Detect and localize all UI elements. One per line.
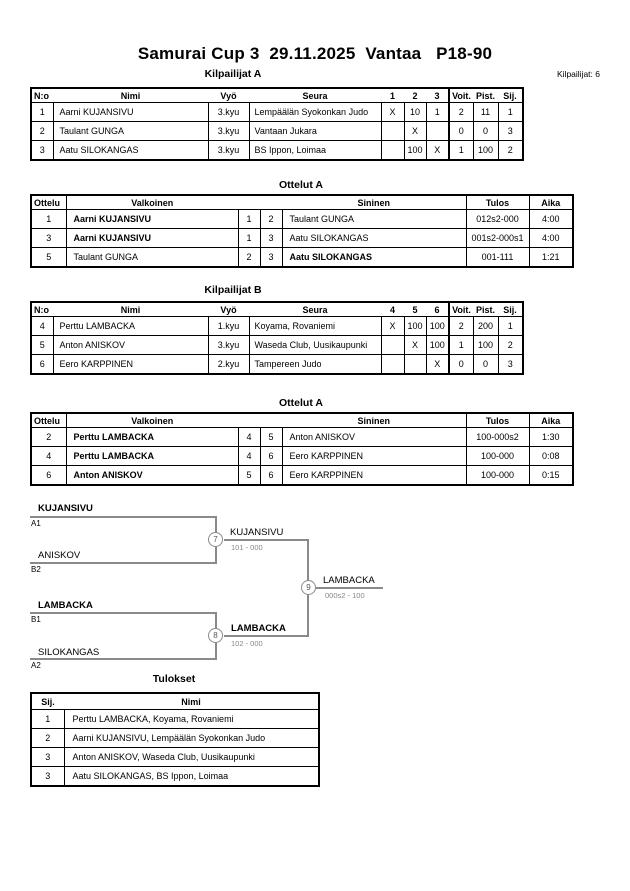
- cell-score-5: [404, 355, 426, 375]
- cell-place: 1: [31, 710, 64, 729]
- cell-white-name: Taulant GUNGA: [66, 248, 238, 268]
- matches-b-table: [30, 412, 574, 486]
- cell-blue-name: Aatu SILOKANGAS: [282, 229, 466, 248]
- col-header-blue: Sininen: [282, 413, 466, 428]
- match-row: [31, 447, 573, 466]
- pool-row: [31, 141, 523, 161]
- col-header-4: 4: [381, 302, 404, 317]
- cell-white-name: Anton ANISKOV: [66, 466, 238, 486]
- cell-wins: 0: [449, 122, 473, 141]
- cell-result: 001s2-000s1: [466, 229, 529, 248]
- cell-name: Aarni KUJANSIVU, Lempäälän Syokonkan Judo: [64, 729, 319, 748]
- col-header-result: Tulos: [466, 195, 529, 210]
- cell-blue-no: 6: [260, 447, 282, 466]
- cell-club: BS Ippon, Loimaa: [249, 141, 381, 161]
- cell-place: 1: [498, 103, 523, 122]
- result-row: [31, 748, 319, 767]
- bracket-line: [30, 562, 217, 564]
- bracket-slot-a2-name: SILOKANGAS: [38, 647, 100, 658]
- cell-blue-no: 5: [260, 428, 282, 447]
- col-header-white: Valkoinen: [66, 413, 238, 428]
- col-header-points: Pist.: [473, 88, 498, 103]
- results-title: Tulokset: [152, 673, 196, 685]
- cell-white-no: 5: [238, 466, 260, 486]
- cell-wins: 2: [449, 317, 473, 336]
- cell-score-1: X: [381, 103, 404, 122]
- col-header-6: 6: [426, 302, 449, 317]
- cell-score-6: X: [426, 355, 449, 375]
- result-row: [31, 729, 319, 748]
- cell-blue-name: Eero KARPPINEN: [282, 466, 466, 486]
- cell-points: 100: [473, 141, 498, 161]
- cell-white-name: Aarni KUJANSIVU: [66, 229, 238, 248]
- bracket-line: [224, 635, 309, 637]
- cell-blue-name: Taulant GUNGA: [282, 210, 466, 229]
- cell-score-2: 10: [404, 103, 426, 122]
- cell-name: Aatu SILOKANGAS: [53, 141, 208, 161]
- cell-club: Vantaan Jukara: [249, 122, 381, 141]
- cell-score-4: X: [381, 317, 404, 336]
- cell-white-no: 4: [238, 447, 260, 466]
- cell-result: 100-000: [466, 447, 529, 466]
- cell-club: Lempäälän Syokonkan Judo: [249, 103, 381, 122]
- bracket-line: [316, 587, 383, 589]
- cell-no: 6: [31, 355, 53, 375]
- match-9-score: 000s2 - 100: [325, 591, 365, 600]
- match-row: [31, 210, 573, 229]
- col-header-no: N:o: [31, 88, 53, 103]
- match-row: [31, 229, 573, 248]
- cell-place: 3: [498, 355, 523, 375]
- cell-match-no: 2: [31, 428, 66, 447]
- col-header-place: Sij.: [498, 88, 523, 103]
- cell-points: 200: [473, 317, 498, 336]
- col-header-club: Seura: [249, 302, 381, 317]
- col-header-points: Pist.: [473, 302, 498, 317]
- col-header-time: Aika: [529, 413, 573, 428]
- pool-row: [31, 317, 523, 336]
- cell-belt: 3.kyu: [208, 103, 249, 122]
- cell-points: 0: [473, 122, 498, 141]
- cell-score-3: 1: [426, 103, 449, 122]
- cell-score-1: [381, 122, 404, 141]
- cell-blue-name: Aatu SILOKANGAS: [282, 248, 466, 268]
- cell-belt: 1.kyu: [208, 317, 249, 336]
- col-header-place: Sij.: [498, 302, 523, 317]
- cell-result: 100-000: [466, 466, 529, 486]
- cell-match-no: 4: [31, 447, 66, 466]
- cell-white-name: Perttu LAMBACKA: [66, 447, 238, 466]
- pool-row: [31, 355, 523, 375]
- cell-time: 4:00: [529, 229, 573, 248]
- cell-wins: 0: [449, 355, 473, 375]
- cell-name: Perttu LAMBACKA: [53, 317, 208, 336]
- col-header-club: Seura: [249, 88, 381, 103]
- col-header-name: Nimi: [53, 88, 208, 103]
- cell-place: 3: [31, 748, 64, 767]
- col-header-5: 5: [404, 302, 426, 317]
- results-table: [30, 692, 320, 787]
- bracket-line: [224, 539, 309, 541]
- cell-score-2: X: [404, 122, 426, 141]
- match-9-winner: LAMBACKA: [323, 575, 375, 586]
- cell-white-no: 1: [238, 229, 260, 248]
- match-8-score: 102 - 000: [231, 639, 263, 648]
- cell-name: Aarni KUJANSIVU: [53, 103, 208, 122]
- col-header-match: Ottelu: [31, 195, 66, 210]
- results-header-row: [31, 693, 319, 710]
- bracket-line: [30, 612, 217, 614]
- cell-wins: 1: [449, 336, 473, 355]
- cell-place: 2: [31, 729, 64, 748]
- cell-points: 0: [473, 355, 498, 375]
- cell-belt: 3.kyu: [208, 141, 249, 161]
- cell-score-3: X: [426, 141, 449, 161]
- cell-no: 3: [31, 141, 53, 161]
- col-header-match: Ottelu: [31, 413, 66, 428]
- cell-score-1: [381, 141, 404, 161]
- match-row: [31, 466, 573, 486]
- bracket-slot-b1-name: LAMBACKA: [38, 600, 93, 611]
- match-8-badge: 8: [208, 628, 223, 643]
- pool-row: [31, 336, 523, 355]
- match-7-score: 101 - 000: [231, 543, 263, 552]
- cell-place: 3: [498, 122, 523, 141]
- tournament-title: Samurai Cup 3 29.11.2025 Vantaa P18-90: [137, 44, 493, 63]
- cell-place: 3: [31, 767, 64, 787]
- cell-no: 1: [31, 103, 53, 122]
- cell-match-no: 5: [31, 248, 66, 268]
- cell-match-no: 1: [31, 210, 66, 229]
- cell-score-4: [381, 336, 404, 355]
- cell-points: 11: [473, 103, 498, 122]
- cell-points: 100: [473, 336, 498, 355]
- cell-name: Perttu LAMBACKA, Koyama, Rovaniemi: [64, 710, 319, 729]
- col-header-1: 1: [381, 88, 404, 103]
- match-7-badge: 7: [208, 532, 223, 547]
- col-header-place: Sij.: [31, 693, 64, 710]
- cell-white-no: 2: [238, 248, 260, 268]
- cell-belt: 2.kyu: [208, 355, 249, 375]
- matches-a-table: [30, 194, 574, 268]
- match-9-badge: 9: [301, 580, 316, 595]
- competitor-count: Kilpailijat: 6: [557, 69, 600, 79]
- cell-name: Aatu SILOKANGAS, BS Ippon, Loimaa: [64, 767, 319, 787]
- col-header-no: N:o: [31, 302, 53, 317]
- pool-row: [31, 122, 523, 141]
- cell-club: Tampereen Judo: [249, 355, 381, 375]
- bracket-slot-b2-name: ANISKOV: [38, 550, 81, 561]
- cell-score-5: X: [404, 336, 426, 355]
- pool-b-header-row: [31, 302, 523, 317]
- result-row: [31, 767, 319, 787]
- bracket-line: [30, 516, 217, 518]
- cell-name: Anton ANISKOV: [53, 336, 208, 355]
- cell-belt: 3.kyu: [208, 122, 249, 141]
- match-row: [31, 428, 573, 447]
- bracket-seed-b1: B1: [31, 615, 41, 624]
- col-header-belt: Vyö: [208, 302, 249, 317]
- pool-b-title: Kilpailijat B: [204, 284, 262, 296]
- cell-blue-name: Eero KARPPINEN: [282, 447, 466, 466]
- cell-time: 0:15: [529, 466, 573, 486]
- cell-name: Taulant GUNGA: [53, 122, 208, 141]
- cell-match-no: 6: [31, 466, 66, 486]
- cell-no: 4: [31, 317, 53, 336]
- col-header-result: Tulos: [466, 413, 529, 428]
- col-header-wins: Voit.: [449, 88, 473, 103]
- bracket-seed-a1: A1: [31, 519, 41, 528]
- cell-time: 1:21: [529, 248, 573, 268]
- bracket-line: [30, 658, 217, 660]
- col-header-name: Nimi: [53, 302, 208, 317]
- cell-score-6: 100: [426, 317, 449, 336]
- cell-blue-no: 6: [260, 466, 282, 486]
- cell-score-3: [426, 122, 449, 141]
- cell-club: Waseda Club, Uusikaupunki: [249, 336, 381, 355]
- cell-white-no: 4: [238, 428, 260, 447]
- match-7-winner: KUJANSIVU: [230, 527, 284, 538]
- bracket-seed-b2: B2: [31, 565, 41, 574]
- cell-blue-no: 2: [260, 210, 282, 229]
- matches-header-row: [31, 413, 573, 428]
- cell-blue-no: 3: [260, 229, 282, 248]
- result-row: [31, 710, 319, 729]
- col-header-wins: Voit.: [449, 302, 473, 317]
- col-header-white: Valkoinen: [66, 195, 238, 210]
- cell-club: Koyama, Rovaniemi: [249, 317, 381, 336]
- pool-a-header-row: [31, 88, 523, 103]
- cell-white-name: Aarni KUJANSIVU: [66, 210, 238, 229]
- col-header-3: 3: [426, 88, 449, 103]
- col-header-blue: Sininen: [282, 195, 466, 210]
- col-header-name: Nimi: [64, 693, 319, 710]
- cell-name: Anton ANISKOV, Waseda Club, Uusikaupunki: [64, 748, 319, 767]
- col-header-2: 2: [404, 88, 426, 103]
- cell-place: 2: [498, 141, 523, 161]
- cell-score-2: 100: [404, 141, 426, 161]
- cell-time: 4:00: [529, 210, 573, 229]
- cell-wins: 1: [449, 141, 473, 161]
- cell-blue-name: Anton ANISKOV: [282, 428, 466, 447]
- matches-b-title: Ottelut A: [279, 397, 323, 409]
- pool-a-title: Kilpailijat A: [204, 68, 262, 80]
- match-row: [31, 248, 573, 268]
- cell-time: 0:08: [529, 447, 573, 466]
- cell-name: Eero KARPPINEN: [53, 355, 208, 375]
- matches-a-title: Ottelut A: [279, 179, 323, 191]
- cell-score-4: [381, 355, 404, 375]
- col-header-belt: Vyö: [208, 88, 249, 103]
- cell-time: 1:30: [529, 428, 573, 447]
- cell-wins: 2: [449, 103, 473, 122]
- pool-b-table: [30, 301, 524, 375]
- cell-match-no: 3: [31, 229, 66, 248]
- cell-white-no: 1: [238, 210, 260, 229]
- match-8-winner: LAMBACKA: [231, 623, 286, 634]
- cell-no: 2: [31, 122, 53, 141]
- cell-blue-no: 3: [260, 248, 282, 268]
- cell-no: 5: [31, 336, 53, 355]
- cell-place: 2: [498, 336, 523, 355]
- cell-result: 100-000s2: [466, 428, 529, 447]
- bracket-slot-a1-name: KUJANSIVU: [38, 503, 93, 514]
- pool-a-table: [30, 87, 524, 161]
- cell-white-name: Perttu LAMBACKA: [66, 428, 238, 447]
- cell-score-6: 100: [426, 336, 449, 355]
- cell-score-5: 100: [404, 317, 426, 336]
- cell-result: 001-111: [466, 248, 529, 268]
- cell-place: 1: [498, 317, 523, 336]
- matches-header-row: [31, 195, 573, 210]
- cell-result: 012s2-000: [466, 210, 529, 229]
- cell-belt: 3.kyu: [208, 336, 249, 355]
- col-header-time: Aika: [529, 195, 573, 210]
- pool-row: [31, 103, 523, 122]
- bracket-seed-a2: A2: [31, 661, 41, 670]
